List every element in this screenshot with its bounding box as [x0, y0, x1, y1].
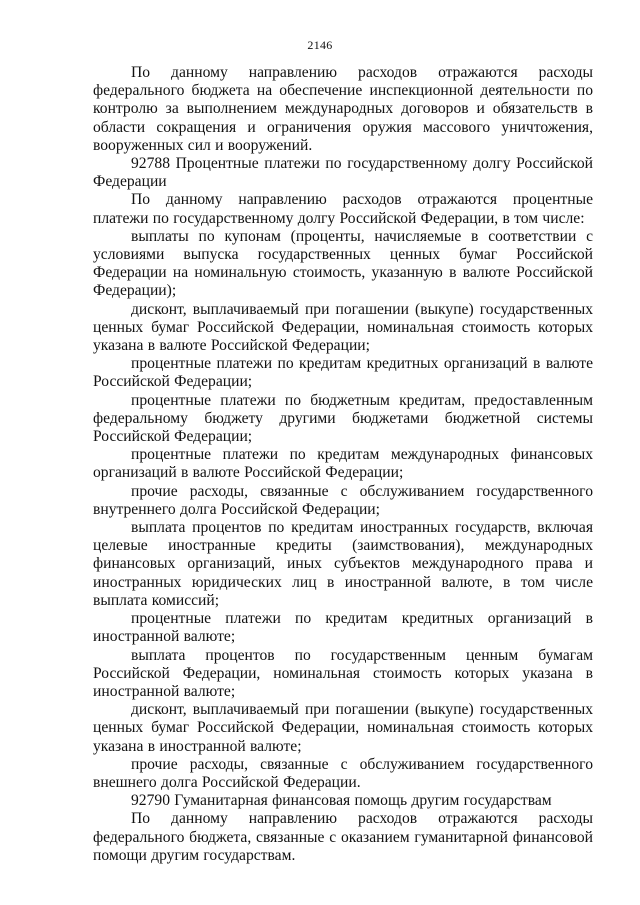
list-item-coupon-payments: выплаты по купонам (проценты, начисляемые в соответствии с условиями выпуска государственных ценных бумаг Российской Федерации на номинальную стоимость, указанную в валюте Российской Федерации); — [93, 227, 593, 300]
list-item-budget-credits: процентные платежи по бюджетным кредитам, предоставленным федеральному бюджету другими бюджетами бюджетной системы Российской Федерации; — [93, 391, 593, 446]
paragraph-inspection-expenses: По данному направлению расходов отражаются расходы федерального бюджета на обеспечение инспекционной деятельности по контролю за выполнением международных договоров и обязательств в области сокращения и ограничения оружия массового уничтожения, вооруженных сил и вооружений. — [93, 64, 593, 154]
list-item-other-external-debt: прочие расходы, связанные с обслуживанием государственного внешнего долга Российской Федерации. — [93, 755, 593, 791]
list-item-bank-credits-foreign: процентные платежи по кредитам кредитных организаций в иностранной валюте; — [93, 610, 593, 646]
list-item-bank-credits-rub: процентные платежи по кредитам кредитных организаций в валюте Российской Федерации; — [93, 355, 593, 391]
paragraph-92790-description: По данному направлению расходов отражаются расходы федерального бюджета, связанные с оказанием гуманитарной финансовой помощи другим государствам. — [93, 810, 593, 864]
list-item-foreign-state-credits: выплата процентов по кредитам иностранных государств, включая целевые иностранные кредиты (заимствования), международных финансовых организаций, иных субъектов международного права и иностранных юридических лиц в иностранной валюте, в том числе выплата комиссий; — [93, 519, 593, 609]
list-item-discount-domestic: дисконт, выплачиваемый при погашении (выкупе) государственных ценных бумаг Российской Федерации, номинальная стоимость которых указана в валюте Российской Федерации; — [93, 300, 593, 355]
section-heading-92788: 92788 Процентные платежи по государственному долгу Российской Федерации — [93, 155, 593, 191]
paragraph-92788-intro: По данному направлению расходов отражаются процентные платежи по государственному долгу Российской Федерации, в том числе: — [93, 191, 593, 227]
document-body — [93, 64, 593, 865]
list-item-discount-foreign: дисконт, выплачиваемый при погашении (выкупе) государственных ценных бумаг Российской Федерации, номинальная стоимость которых указана в иностранной валюте; — [93, 701, 593, 755]
list-item-intl-org-credits-rub: процентные платежи по кредитам международных финансовых организаций в валюте Российской Федерации; — [93, 446, 593, 482]
page-number: 2146 — [307, 38, 333, 52]
list-item-securities-interest-foreign: выплата процентов по государственным ценным бумагам Российской Федерации, номинальная стоимость которых указана в иностранной валюте; — [93, 646, 593, 700]
list-item-other-domestic-debt: прочие расходы, связанные с обслуживанием государственного внутреннего долга Российской Федерации; — [93, 482, 593, 518]
section-heading-92790: 92790 Гуманитарная финансовая помощь другим государствам — [131, 792, 552, 810]
